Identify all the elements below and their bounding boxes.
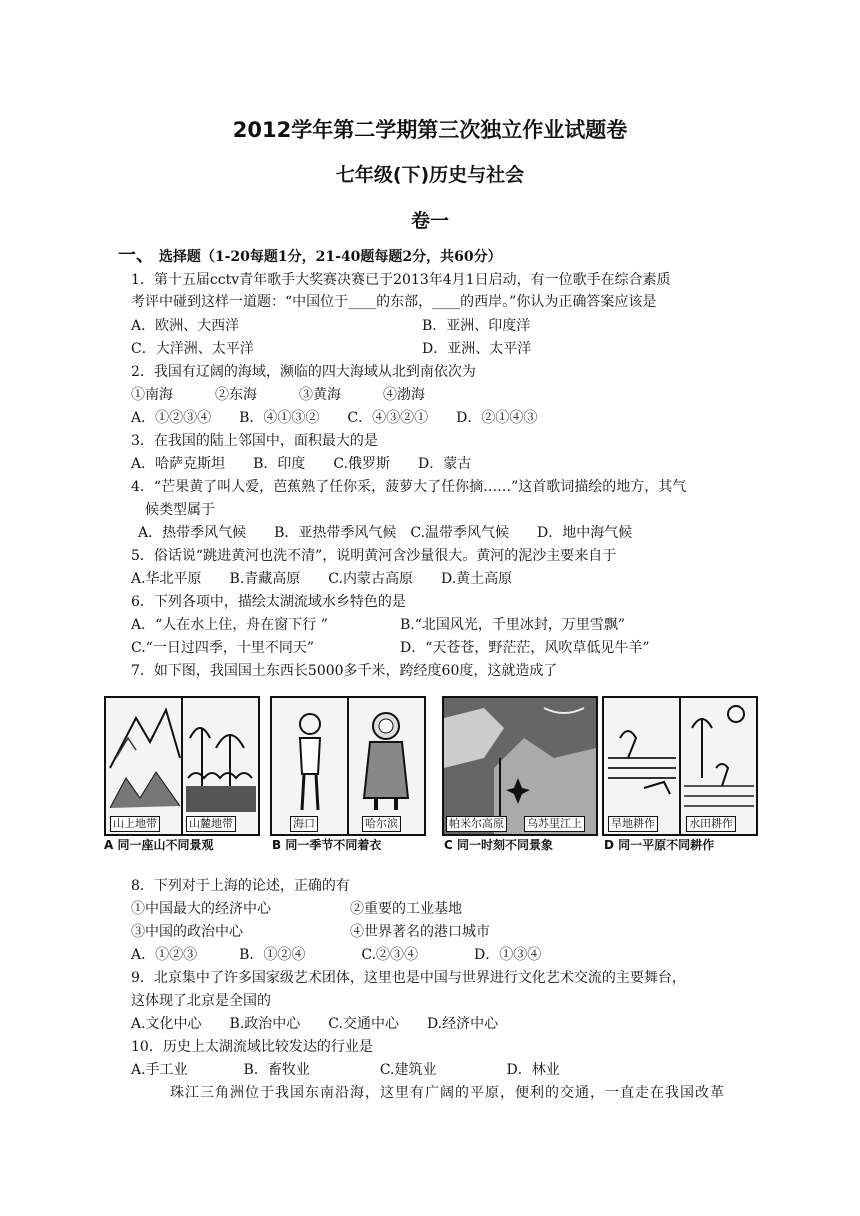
q1-option-a: A．欧洲、大西洋 <box>131 318 240 334</box>
q1-option-b: B．亚洲、印度洋 <box>422 318 531 334</box>
q4-stem-line1: 4．“芒果黄了叫人爱，芭蕉熟了任你采，菠萝大了任你摘……”这首歌词描绘的地方，其气 <box>131 479 687 495</box>
q1-option-c: C．大洋洲、太平洋 <box>131 341 254 357</box>
figure-panel-a <box>104 696 260 836</box>
q2-items: ①南海 ②东海 ③黄海 ④渤海 <box>131 387 425 403</box>
q2-options: A．①②③④ B．④①③② C．④③②① D．②①④③ <box>131 410 538 426</box>
q8-options: A．①②③ B．①②④ C.②③④ D．①③④ <box>131 947 542 963</box>
panel-b-left-label: 海口 <box>290 816 318 832</box>
q6-option-b: B.“北国风光，千里冰封，万里雪飘” <box>400 617 626 633</box>
q8-stem: 8．下列对于上海的论述，正确的有 <box>131 878 350 894</box>
q7-stem: 7．如下图，我国国土东西长5000多千米，跨经度60度，这就造成了 <box>131 663 558 679</box>
panel-b-caption: B 同一季节不同着衣 <box>272 838 382 852</box>
section-mark: 一、 <box>118 245 154 266</box>
q9-options: A.文化中心 B.政治中心 C.交通中心 D.经济中心 <box>131 1016 499 1032</box>
panel-c-left-label: 帕米尔高原 <box>446 816 507 832</box>
q10-options: A.手工业 B．畜牧业 C.建筑业 D．林业 <box>131 1062 560 1078</box>
figure-panel-b <box>270 696 426 836</box>
farming-illustration <box>604 698 756 834</box>
volume-label: 卷一 <box>410 210 449 232</box>
q4-stem-line2: 候类型属于 <box>145 502 215 518</box>
q1-stem-line1: 1．第十五届cctv青年歌手大奖赛决赛已于2013年4月1日启动，有一位歌手在综合素质 <box>131 272 671 288</box>
q4-options: A．热带季风气候 B．亚热带季风气候 C.温带季风气候 D．地中海气候 <box>138 525 633 541</box>
q2-stem: 2．我国有辽阔的海域，濒临的四大海域从北到南依次为 <box>131 364 476 380</box>
exam-title: 2012学年第二学期第三次独立作业试题卷 <box>232 118 628 142</box>
q6-stem: 6．下列各项中，描绘太湖流域水乡特色的是 <box>131 594 406 610</box>
q8-item-1: ①中国最大的经济中心 <box>131 901 271 917</box>
q6-option-a: A．“人在水上住，舟在窗下行 ” <box>131 617 328 633</box>
climate-figure <box>104 696 754 856</box>
q3-stem: 3．在我国的陆上邻国中，面积最大的是 <box>131 433 378 449</box>
panel-d-right-label: 水田耕作 <box>686 816 736 832</box>
panel-d-caption: D 同一平原不同耕作 <box>604 838 715 852</box>
q8-item-3: ③中国的政治中心 <box>131 924 243 940</box>
q10-stem: 10．历史上太湖流域比较发达的行业是 <box>131 1039 373 1055</box>
exam-subtitle: 七年级(下)历史与社会 <box>335 164 525 186</box>
panel-d-left-label: 旱地耕作 <box>608 816 658 832</box>
q9-stem-line1: 9．北京集中了许多国家级艺术团体，这里也是中国与世界进行文化艺术交流的主要舞台， <box>131 970 686 986</box>
panel-a-right-label: 山麓地带 <box>186 816 236 832</box>
q5-options: A.华北平原 B.青藏高原 C.内蒙古高原 D.黄土高原 <box>131 571 513 587</box>
q1-stem-line2: 考评中碰到这样一道题：“中国位于____的东部，____的西岸。”你认为正确答案应该是 <box>131 294 657 310</box>
mountain-landscape-illustration <box>106 698 258 834</box>
people-clothing-illustration <box>272 698 424 834</box>
panel-c-caption: C 同一时刻不同景象 <box>444 838 553 852</box>
q3-options: A．哈萨克斯坦 B．印度 C.俄罗斯 D．蒙古 <box>131 456 472 472</box>
panel-b-right-label: 哈尔滨 <box>362 816 401 832</box>
figure-panel-d <box>602 696 758 836</box>
passage-intro: 珠江三角洲位于我国东南沿海，这里有广阔的平原，便利的交通，一直走在我国改革 <box>170 1085 725 1101</box>
section-text: 选择题（1-20每题1分，21-40题每题2分，共60分） <box>158 249 502 265</box>
panel-a-caption: A 同一座山不同景观 <box>104 838 214 852</box>
q8-item-2: ②重要的工业基地 <box>350 901 462 917</box>
panel-c-right-label: 乌苏里江上 <box>524 816 585 832</box>
figure-panel-c <box>442 696 598 836</box>
q1-option-d: D．亚洲、太平洋 <box>422 341 532 357</box>
plateau-river-illustration <box>444 698 596 834</box>
q8-item-4: ④世界著名的港口城市 <box>350 924 490 940</box>
q5-stem: 5．俗话说“跳进黄河也洗不清”，说明黄河含沙量很大。黄河的泥沙主要来自于 <box>131 548 617 564</box>
panel-a-left-label: 山上地带 <box>110 816 160 832</box>
section-heading <box>118 246 502 267</box>
q6-option-d: D．“天苍苍，野茫茫，风吹草低见牛羊” <box>400 640 650 656</box>
q9-stem-line2: 这体现了北京是全国的 <box>131 993 271 1009</box>
q6-option-c: C.“一日过四季，十里不同天” <box>131 640 314 656</box>
